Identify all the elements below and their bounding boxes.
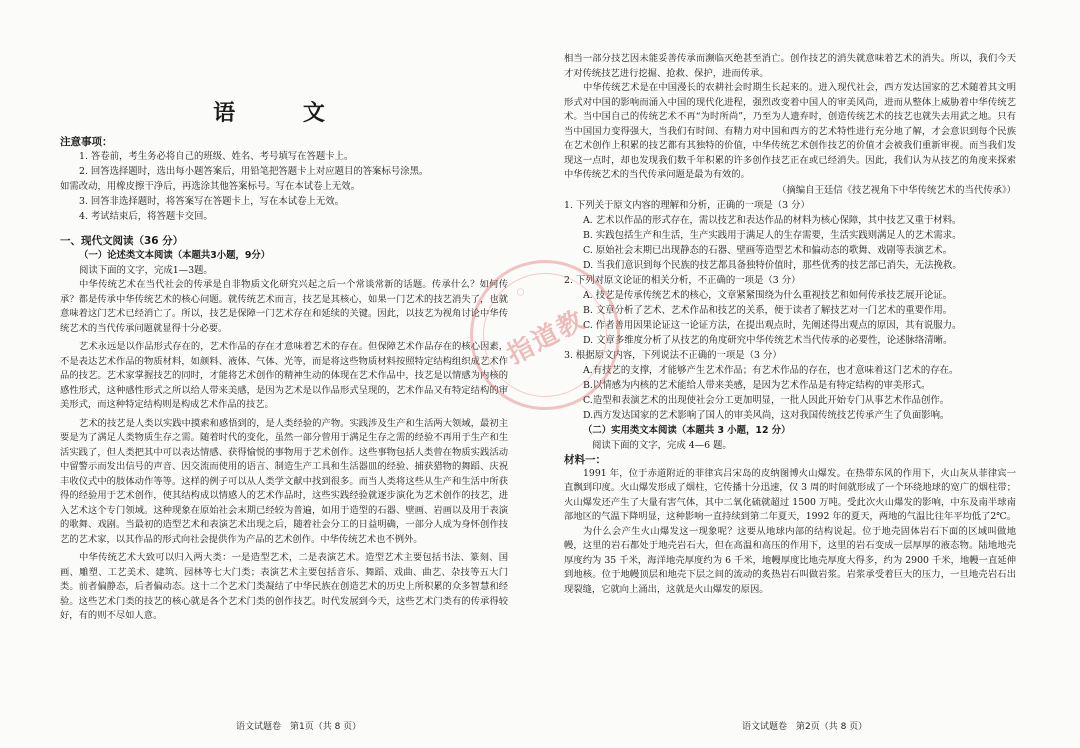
watermark-text: 指道教 <box>502 304 591 371</box>
subsection-heading: （一）论述类文本阅读（本题共3小题，9分） <box>79 250 271 261</box>
article-paragraph: 艺术的技艺是人类以实践中摸索和感悟到的，是人类经验的产物。实践涉及生产和生活两大领域，最初主要是为了满足人类物质生存之需。随着时代的变化，虽然一部分曾用于满足生存之需的经验不再用于生产和生活实践了，但人类把其中可以表达情感、获得愉悦的事物用于艺术创作。这些事物包括人类曾在物质实践活动中留警示而发出信号的声音、因交流而使用的语言、制造生产工具和生活器皿的经验、捕获猎物的舞蹈、庆祝丰收仪式中的肢体动作等等。这样的例子可以从人类学文献中找到很多。而当人类将这些从生产和生活中所获得的经验用于艺术创作，使其结构成以情感人的艺术作品时，这些实践经验就逐步演化为艺术创作的技艺，进入艺术这个专门领域。这种现象在原始社会末期已经较为普遍，如用于造型的石器、壁画、岩画以及用于表演的歌舞、戏剧。当最初的造型艺术和表演艺术出现之后，随着社会分工的日益明确，一部分人成为身怀创作技艺的艺术家，以其作品的形式向社会提供作为产品的艺术创作。中华传统艺术也不例外。 <box>60 417 508 545</box>
subsection-heading: （二）实用类文本阅读（本题共 3 小题，12 分） <box>583 424 791 436</box>
article-paragraph: 中华传统艺术是在中国漫长的农耕社会时期生长起来的。进入现代社会，西方发达国家的艺术随着其文明形式对中国的影响而涌入中国的现代化进程，强烈改变着中国人的审美风尚，进而从整体上威胁着中华传统艺术。当中国自己的传统艺术不再“为时所尚”，乃至为人遗弃时，创造传统艺术的技艺也就失去用武之地。只有当中国国力变得强大，当我们有时间、有精力对中国和西方的艺术特性进行充分地了解，才会意识到每个民族在艺术创作上积累的技艺都有其独特的价值，中华传统艺术创作技艺的价值才会被我们重新审视。而当我们发现这一点时，却也发现我们数千年积累的许多创作技艺正在或已经消失。因此，我们认为从技艺的角度来探索中华传统艺术的当代传承问题是最为有效的。 <box>564 82 1016 180</box>
option: A.有技艺的支撑，才能够产生艺术作品；有艺术作品的存在，也才意味着这门艺术的存在。 <box>583 364 959 376</box>
page-title: 语 文 <box>213 101 355 126</box>
notice-line: 4. 考试结束后，将答题卡交回。 <box>79 211 213 222</box>
reading-instruction: 阅读下面的文字，完成1—3题。 <box>79 265 213 276</box>
article-paragraph: 中华传统艺术大致可以归入两大类：一是造型艺术，二是表演艺术。造型艺术主要包括书法、篆刻、国画、雕塑、工艺美术、建筑、园林等七大门类；表演艺术主要包括音乐、舞蹈、戏曲、曲艺、杂技等五大门类。前者偏静态，后者偏动态。这十二个艺术门类凝结了中华民族在创造艺术的历史上所积累的众多智慧和经验。这些艺术门类的技艺的核心就是各个艺术门类的创作技艺。时代发展到今天，这些艺术门类有的传承得较好，有的则不尽如人意。 <box>60 552 508 621</box>
question-3: 3. 根据原文内容，下列说法不正确的一项是（3 分） <box>564 349 782 361</box>
option: A. 技艺是传承传统艺术的核心，文章紧紧围绕为什么重视技艺和如何传承技艺展开论证。 <box>583 289 952 301</box>
option: C.造型和表演艺术的出现使社会分工更加明显，一批人因此开始专门从事艺术作品创作。 <box>583 394 950 406</box>
option: A. 艺术以作品的形式存在，需以技艺和表达作品的材料为核心保障，其中技艺又重于材料。 <box>583 214 962 226</box>
option: D. 文章多维度分析了从技艺的角度研究中华传统艺术当代传承的必要性，论述脉络清晰。 <box>583 334 953 346</box>
article-paragraph: 中华传统艺术在当代社会的传承是自非物质文化研究兴起之后一个常谈常新的话题。传承什么？如何传承？都是传承中华传统艺术的核心问题。就传统艺术而言，技艺是其核心，如果一门艺术的技艺消失了，也就意味着这门艺术已经消亡了。所以，技艺是保障一门艺术存在和延续的关键。因此，以技艺为视角讨论中华传统艺术的当代传承问题就显得十分必要。 <box>60 279 508 334</box>
notice-heading: 注意事项： <box>60 136 113 148</box>
option: B. 文章分析了艺术、艺术作品和技艺的关系，便于读者了解技艺对一门艺术的重要作用。 <box>583 304 953 316</box>
material-paragraph: 1991 年，位于赤道附近的菲律宾吕宋岛的皮纳图博火山爆发。在热带东风的作用下，火山灰从菲律宾一直飘到印度。火山爆发形成了烟柱，它传播十分迅速，仅 3 周的时间就形成了一个环绕地球的宽广的烟柱带；火山爆发还产生了大量有害气体，其中二氧化硫就超过 1500 万吨。受此次火山爆发的影响，中东及南半球南部地区的气温下降明显，这种影响一直持续到第二年夏天，1992 年的夏天，两地的气温比往年平均低了2℃。 <box>564 467 1016 522</box>
option: C. 作者善用因果论证这一论证方法，在提出观点时，先阐述得出观点的原因，其有说服力。 <box>583 319 962 331</box>
option: C. 原始社会末期已出现静态的石器、壁画等造型艺术和偏动态的歌舞、戏剧等表演艺术。 <box>583 244 953 256</box>
notice-line: 2. 回答选择题时，选出每小题答案后，用铅笔把答题卡上对应题目的答案标号涂黑。 <box>79 166 429 177</box>
watermark-ring: ○ <box>514 284 530 299</box>
option: B.以情感为内核的艺术能给人带来美感，是因为艺术作品是有特定结构的审美形式。 <box>583 379 931 391</box>
article-paragraph: 相当一部分技艺因未能妥善传承而濒临灭绝甚至消亡。创作技艺的消失就意味着艺术的消失。所以，我们今天才对传统技艺进行挖掘、抢救、保护，进而传承。 <box>564 53 1016 79</box>
notice-line: 1. 答卷前，考生务必将自己的班级、姓名、考号填写在答题卡上。 <box>79 151 354 162</box>
notice-line: 3. 回答非选择题时，将答案写在答题卡上，写在本试卷上无效。 <box>79 196 345 207</box>
page-footer: 语文试题卷 第2页（共 8 页） <box>742 722 868 732</box>
question-1: 1. 下列关于原文内容的理解和分析，正确的一项是（3 分） <box>564 199 810 211</box>
page-2-column <box>564 0 1016 748</box>
source-citation: （摘编自王廷信《技艺视角下中华传统艺术的当代传承》） <box>776 184 1016 196</box>
option: D.西方发达国家的艺术影响了国人的审美风尚，这对我国传统技艺传承产生了负面影响。 <box>583 409 950 421</box>
option: B. 实践包括生产和生活，生产实践用于满足人的生存需要，生活实践则满足人的艺术需求。 <box>583 229 962 241</box>
page-footer: 语文试题卷 第1页（共 8 页） <box>236 722 362 732</box>
section-heading: 一、现代文阅读（36 分） <box>60 235 184 247</box>
option: D. 当我们意识到每个民族的技艺都具备独特价值时，那些优秀的技艺部已消失，无法挽救。 <box>583 259 962 271</box>
notice-line: 如需改动，用橡皮擦干净后，再选涂其他答案标号。写在本试卷上无效。 <box>60 181 361 192</box>
article-paragraph: 艺术永远是以作品形式存在的，艺术作品的存在才意味着艺术的存在。但保障艺术作品存在的核心因素，不是表达艺术作品的物质材料，如颜料、液体、气体、光等，而是将这些物质材料按照特定结构组织成艺术作品的技艺。艺术家掌握技艺的同时，才能将艺术创作的精神生动的体现在艺术作品中，技艺是以情感为内核的感性形式，这种感性形式之所以给人带来美感，是因为艺术是以作品形式呈现的，艺术作品又有特定结构的审美形式，而这种特定结构则是构成艺术作品的技艺。 <box>60 341 508 410</box>
question-2: 2. 下列对原文论证的相关分析，不正确的一项是（3 分） <box>564 274 801 286</box>
page-1-column <box>60 0 508 748</box>
reading-instruction: 阅读下面的文字，完成 4—6 题。 <box>592 439 732 451</box>
material-label: 材料一： <box>564 453 606 466</box>
material-paragraph: 为什么会产生火山爆发这一现象呢？这要从地球内部的结构说起。位于地壳固体岩石下面的区域叫做地幔，这里的岩石都处于地壳岩石大，但在高温和高压的作用下，这里的岩石变成一层厚厚的液态物。陆地地壳厚度约为 35 千米，海洋地壳厚度约为 6 千米，地幔厚度比地壳厚度大得多，约为 2900 千米，地幔一直延伸到地核。位于地幔顶层和地壳下层之间的流动的炙热岩石叫做岩浆。岩浆承受着巨大的压力，一旦地壳岩石出现裂缝，它就向上涌出，这就是火山爆发的原因。 <box>564 525 1016 595</box>
